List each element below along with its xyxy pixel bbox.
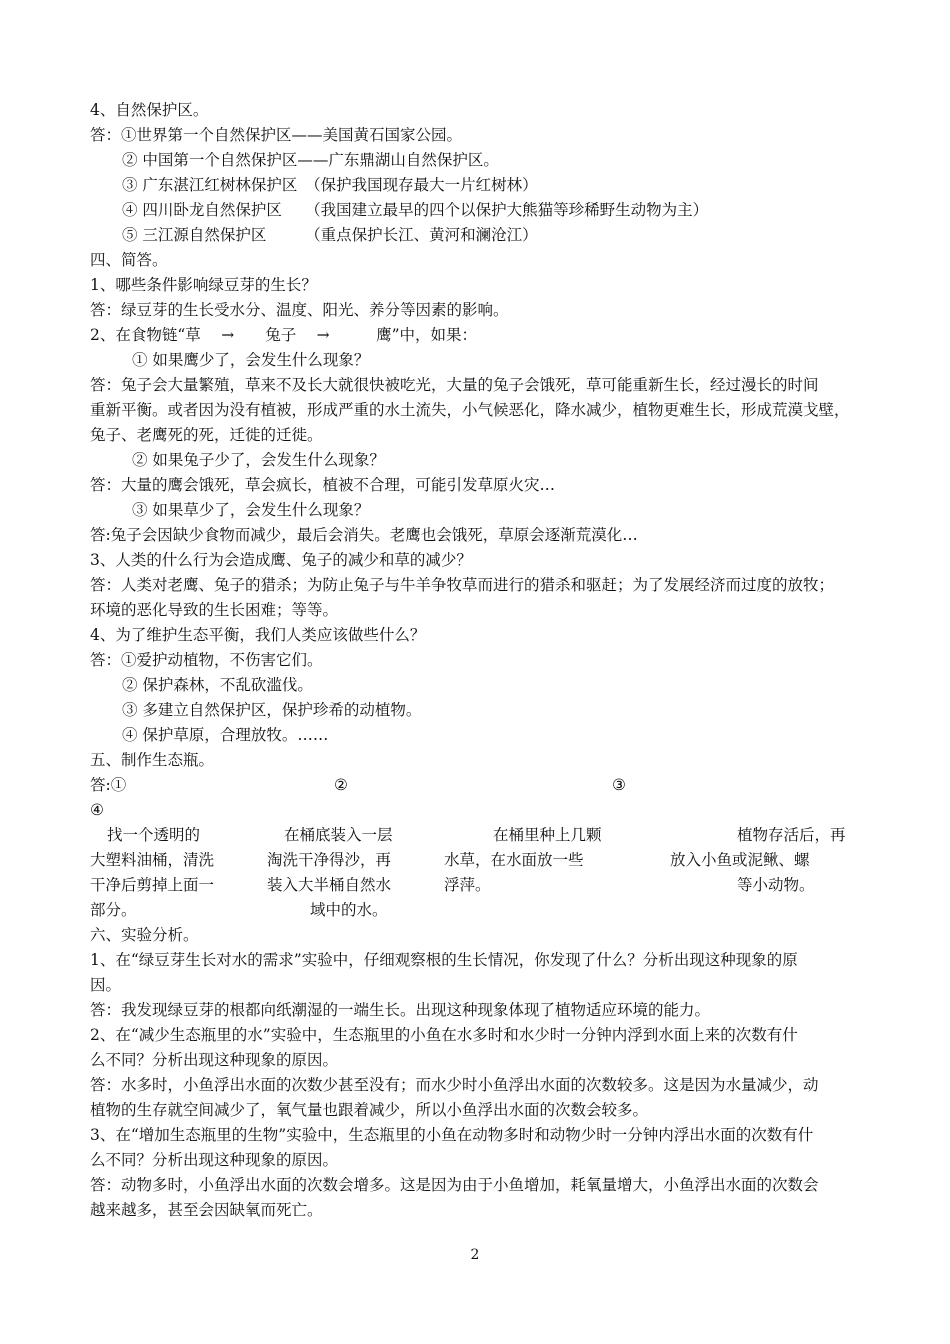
answer-line: ④ 保护草原，合理放牧。……	[122, 726, 329, 744]
section-heading: 四、简答。	[90, 251, 168, 269]
step-line: 在桶里种上几颗	[493, 826, 602, 844]
step-line: 找一个透明的	[107, 826, 201, 844]
section-heading: 五、制作生态瓶。	[90, 751, 215, 769]
step-line: 域中的水。	[310, 901, 388, 919]
answer-line: 植物的生存就空间减少了，氧气量也跟着减少，所以小鱼浮出水面的次数会较多。	[90, 1101, 649, 1119]
step-line: 在桶底装入一层	[284, 826, 393, 844]
answer-line: 答：绿豆芽的生长受水分、温度、阳光、养分等因素的影响。	[90, 301, 509, 319]
answer-line: ③ 广东湛江红树林保护区 （保护我国现存最大一片红树林）	[122, 176, 538, 194]
step-line: 干净后剪掉上面一	[90, 876, 215, 894]
step-line: 等小动物。	[737, 876, 815, 894]
answer-line: 答：水多时，小鱼浮出水面的次数少甚至没有；而水少时小鱼浮出水面的次数较多。这是因为水量减少，动	[90, 1076, 819, 1094]
answer-line: 答：我发现绿豆芽的根都向纸潮湿的一端生长。出现这种现象体现了植物适应环境的能力。	[90, 1001, 711, 1019]
question-line: 1、哪些条件影响绿豆芽的生长？	[90, 276, 317, 294]
sub-question-line: ③ 如果草少了，会发生什么现象？	[132, 501, 370, 519]
answer-line: 答：①世界第一个自然保护区——美国黄石国家公园。	[90, 126, 463, 144]
question-line: 2、在食物链“草 → 兔子 → 鹰”中，如果：	[90, 326, 478, 344]
step-line: 淘洗干净得沙，再	[267, 851, 392, 869]
step-line: 大塑料油桶，清洗	[90, 851, 215, 869]
step-line: 装入大半桶自然水	[267, 876, 392, 894]
answer-line: 答:①	[90, 776, 127, 794]
answer-line: ② 保护森林，不乱砍滥伐。	[122, 676, 313, 694]
answer-line: 重新平衡。或者因为没有植被，形成严重的水土流失，小气候恶化，降水减少，植物更难生长，形成荒漠戈壁，	[90, 401, 850, 419]
step-mark-4: ④	[90, 801, 104, 819]
step-line: 浮萍。	[444, 876, 491, 894]
answer-line: 答：动物多时，小鱼浮出水面的次数会增多。这是因为由于小鱼增加，耗氧量增大，小鱼浮出水面的次数会	[90, 1176, 819, 1194]
question-line: 3、人类的什么行为会造成鹰、兔子的减少和草的减少？	[90, 551, 472, 569]
question-line: 么不同？分析出现这种现象的原因。	[90, 1151, 339, 1169]
question-line: 1、在“绿豆芽生长对水的需求”实验中，仔细观察根的生长情况，你发现了什么？分析出现这种现象的原	[90, 951, 798, 969]
answer-line: 越来越多，甚至会因缺氧而死亡。	[90, 1201, 323, 1219]
question-line: 3、在“增加生态瓶里的生物”实验中，生态瓶里的小鱼在动物多时和动物少时一分钟内浮出水面的次数有什	[90, 1126, 814, 1144]
answer-line: 答：大量的鹰会饿死，草会疯长，植被不合理，可能引发草原火灾…	[90, 476, 556, 494]
question-line: 2、在“减少生态瓶里的水”实验中，生态瓶里的小鱼在水多时和水少时一分钟内浮到水面上来的次数有什	[90, 1026, 798, 1044]
answer-line: ⑤ 三江源自然保护区 （重点保护长江、黄河和澜沧江）	[122, 226, 538, 244]
step-line: 部分。	[90, 901, 137, 919]
step-line: 放入小鱼或泥鳅、螺	[670, 851, 810, 869]
step-mark-2: ②	[334, 776, 348, 794]
question-line: 么不同？分析出现这种现象的原因。	[90, 1051, 339, 1069]
question-line: 4、为了维护生态平衡，我们人类应该做些什么？	[90, 626, 426, 644]
answer-line: 答：人类对老鹰、兔子的猎杀；为防止兔子与牛羊争牧草而进行的猎杀和驱赶；为了发展经济而过度的放牧；	[90, 576, 835, 594]
answer-line: 答：①爱护动植物，不伤害它们。	[90, 651, 323, 669]
step-mark-3: ③	[612, 776, 626, 794]
sub-question-line: ① 如果鹰少了，会发生什么现象？	[132, 351, 370, 369]
page-number: 2	[470, 1247, 480, 1263]
answer-line: 答:兔子会因缺少食物而减少，最后会消失。老鹰也会饿死，草原会逐渐荒漠化…	[90, 526, 638, 544]
section-heading: 4、自然保护区。	[90, 101, 209, 119]
answer-line: ② 中国第一个自然保护区——广东鼎湖山自然保护区。	[122, 151, 499, 169]
sub-question-line: ② 如果兔子少了，会发生什么现象？	[132, 451, 385, 469]
answer-line: 答：兔子会大量繁殖，草来不及长大就很快被吃光，大量的兔子会饿死，草可能重新生长，经过漫长的时间	[90, 376, 819, 394]
answer-line: ③ 多建立自然保护区，保护珍希的动植物。	[122, 701, 422, 719]
section-heading: 六、实验分析。	[90, 926, 199, 944]
answer-line: ④ 四川卧龙自然保护区 （我国建立最早的四个以保护大熊猫等珍稀野生动物为主）	[122, 201, 709, 219]
question-line: 因。	[90, 976, 122, 994]
answer-line: 环境的恶化导致的生长困难；等等。	[90, 601, 339, 619]
step-line: 水草，在水面放一些	[444, 851, 584, 869]
answer-line: 兔子、老鹰死的死，迁徙的迁徙。	[90, 426, 323, 444]
step-line: 植物存活后，再	[737, 826, 846, 844]
